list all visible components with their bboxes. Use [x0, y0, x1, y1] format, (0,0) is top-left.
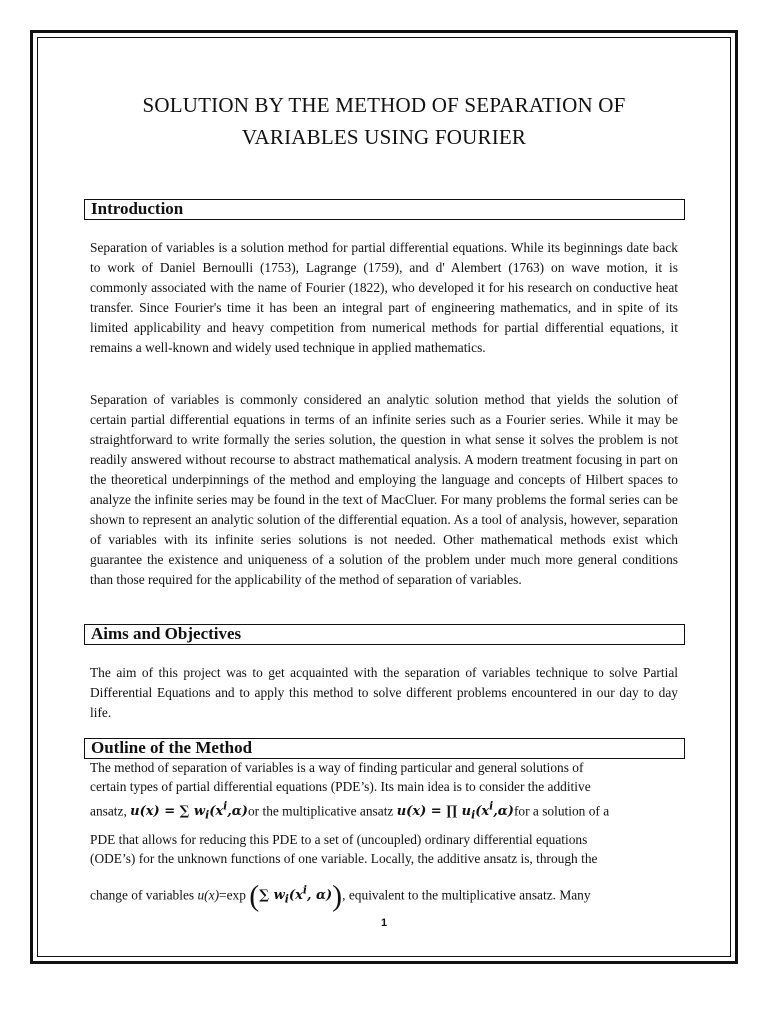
- eq-additive-main: u(x) = ∑ w: [130, 804, 206, 820]
- outline-paragraph: [90, 758, 678, 915]
- exp-sum-main: ∑ w: [259, 888, 285, 904]
- exp-sum-sub: i: [284, 892, 289, 906]
- section-heading-introduction: [84, 199, 685, 220]
- title-line-1: SOLUTION BY THE METHOD OF SEPARATION OF: [142, 93, 626, 117]
- multiplicative-ansatz-equation: [396, 800, 514, 822]
- outline-line-6-eq: =exp: [219, 887, 246, 903]
- outline-line-3: [90, 796, 678, 826]
- outline-line-3-text-a: ansatz,: [90, 803, 127, 819]
- eq-mult-main: u(x) = ∏ u: [396, 804, 472, 820]
- eq-mult-sub: i: [471, 808, 476, 822]
- section-heading-label: Aims and Objectives: [91, 624, 242, 643]
- document-title: [0, 89, 768, 153]
- aims-paragraph: The aim of this project was to get acquainted with the separation of variables technique to solve Partial Differential Equations and to apply this method to solve different problems encountered in our day to day life.: [90, 665, 678, 720]
- section-heading-outline: [84, 738, 685, 759]
- outline-line-4: PDE that allows for reducing this PDE to a set of (uncoupled) ordinary differential equations: [90, 832, 588, 847]
- exp-sum-end: , α): [306, 888, 333, 904]
- outline-line-1: The method of separation of variables is a way of finding particular and general solutions of: [90, 760, 584, 775]
- page-number: 1: [380, 917, 388, 929]
- eq-additive-tail: (x: [209, 804, 224, 820]
- paren-close: ): [332, 879, 343, 913]
- eq-mult-tail: (x: [475, 804, 490, 820]
- intro-paragraph-2: Separation of variables is commonly considered an analytic solution method that yields the solution of certain partial differential equations in terms of an infinite series such as a Fourier series. While it may be straightforward to write formally the series solution, the question in what sense it solves the problem is not readily answered without recourse to abstract mathematical analysis. A modern treatment focusing in part on the theoretical underpinnings of the method and employing the language and concepts of Hilbert spaces to analyze the infinite series may be found in the text of MacCluer. For many problems the formal series can be shown to represent an analytic solution of the differential equation. As a tool of analysis, however, separation of variables with its infinite series solutions is not needed. Other mathematical methods exist which guarantee the existence and uniqueness of a solution of the problem under much more general conditions than those required for the applicability of the method of separation of variables.: [90, 392, 678, 587]
- exp-sum-sup: i: [302, 884, 307, 897]
- eq-mult-end: ,α): [493, 804, 514, 820]
- outline-line-3-text-b: or the multiplicative ansatz: [247, 803, 394, 819]
- eq-mult-sup: i: [489, 800, 494, 813]
- additive-ansatz-equation: [130, 800, 248, 822]
- outline-line-6-text-a: change of variables: [90, 887, 195, 903]
- eq-additive-sup: i: [223, 800, 228, 813]
- outline-line-2: certain types of partial differential equations (PDE’s). Its main idea is to consider the additive: [90, 779, 591, 794]
- section-heading-label: Outline of the Method: [91, 738, 253, 757]
- exp-sum-equation: [259, 884, 333, 906]
- eq-additive-end: ,α): [227, 804, 248, 820]
- intro-paragraph-1: Separation of variables is a solution method for partial differential equations. While its beginnings date back to work of Daniel Bernoulli (1753), Lagrange (1759), and d' Alembert (1763) on wave motion, it is commonly associated with the name of Fourier (1822), who developed it for his research on conductive heat transfer. Since Fourier's time it has been an integral part of engineering mathematics, and in spite of its limited applicability and heavy competition from numerical methods for partial differential equations, it remains a well-known and widely used technique in applied mathematics.: [90, 240, 678, 355]
- outline-line-5: (ODE’s) for the unknown functions of one variable. Locally, the additive ansatz is, through the: [90, 851, 598, 866]
- section-heading-label: Introduction: [91, 199, 184, 218]
- paren-open: (: [249, 879, 260, 913]
- outline-line-6-ux: u(x): [197, 887, 220, 903]
- exp-sum-tail: (x: [288, 888, 303, 904]
- outline-line-3-text-c: for a solution of a: [513, 803, 610, 819]
- section-heading-aims: [84, 624, 685, 645]
- title-line-2: VARIABLES USING FOURIER: [241, 125, 527, 149]
- outline-line-6: [90, 876, 678, 915]
- outline-line-6-text-b: , equivalent to the multiplicative ansatz. Many: [342, 887, 591, 903]
- eq-additive-sub: i: [205, 808, 210, 822]
